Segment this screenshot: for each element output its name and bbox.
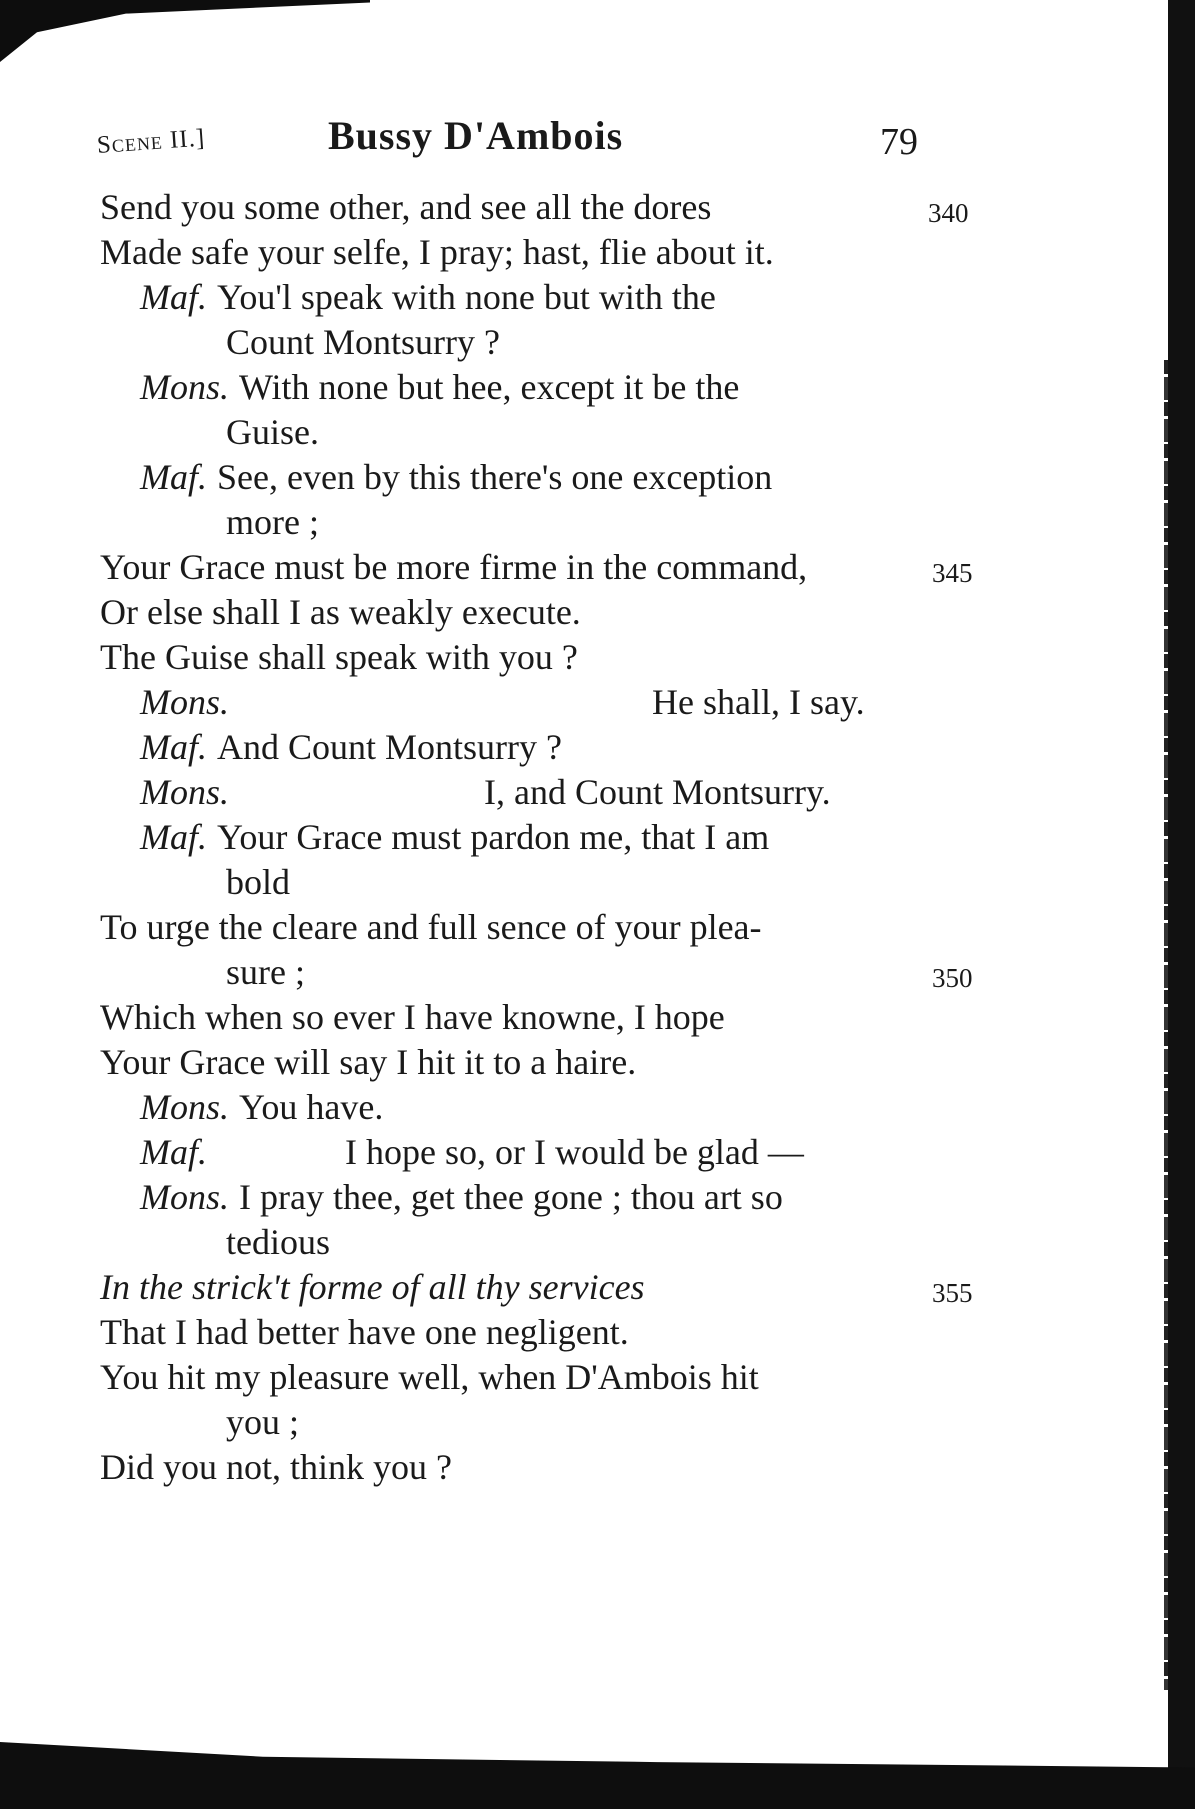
line-text: You'l speak with none but with the <box>217 277 716 317</box>
verse-line <box>0 1310 1195 1355</box>
line-text: With none but hee, except it be the <box>239 367 740 407</box>
page-number: 79 <box>880 121 918 163</box>
line-text: tedious <box>226 1222 330 1262</box>
speaker-name: Mons. <box>140 1087 229 1127</box>
line-text: And Count Montsurry ? <box>217 727 562 767</box>
line-text: Your Grace must be more firme in the command, <box>100 547 808 587</box>
verse-line <box>0 590 1195 635</box>
line-text: Which when so ever I have knowne, I hope <box>100 997 725 1037</box>
line-text: He shall, I say. <box>652 682 865 722</box>
verse-line <box>0 1355 1195 1400</box>
speaker-name: Mons. <box>140 367 229 407</box>
speaker-name: Mons. <box>140 682 229 722</box>
verse-text <box>0 185 1195 1490</box>
line-text: I pray thee, get thee gone ; thou art so <box>239 1177 783 1217</box>
scene-label: Scene II.] <box>96 124 207 160</box>
line-text: Or else shall I as weakly execute. <box>100 592 581 632</box>
line-text: Send you some other, and see all the dores <box>100 187 712 227</box>
speaker-name: Maf. <box>140 1132 207 1172</box>
verse-line <box>0 545 1195 590</box>
line-text: To urge the cleare and full sence of your plea- <box>100 907 762 947</box>
line-number: 345 <box>932 558 973 588</box>
verse-line <box>0 275 1195 320</box>
verse-line <box>0 455 1195 500</box>
line-number: 340 <box>928 198 969 228</box>
line-text: You have. <box>239 1087 384 1127</box>
verse-line <box>0 365 1195 410</box>
speaker-name: Mons. <box>140 772 229 812</box>
verse-line <box>0 320 1195 365</box>
verse-line <box>0 1265 1195 1310</box>
line-text: See, even by this there's one exception <box>217 457 773 497</box>
line-text: The Guise shall speak with you ? <box>100 637 578 677</box>
speaker-name: Mons. <box>140 1177 229 1217</box>
verse-line <box>0 1040 1195 1085</box>
line-text: Did you not, think you ? <box>100 1447 452 1487</box>
line-number: 355 <box>932 1278 973 1308</box>
line-text: Made safe your selfe, I pray; hast, flie about it. <box>100 232 774 272</box>
speaker-name: Maf. <box>140 817 207 857</box>
line-text: bold <box>226 862 291 902</box>
verse-line <box>0 1175 1195 1220</box>
line-text: Guise. <box>226 412 319 452</box>
verse-line <box>0 185 1195 230</box>
verse-line <box>0 500 1195 545</box>
line-text: sure ; <box>226 952 305 992</box>
verse-line <box>0 905 1195 950</box>
line-number: 350 <box>932 963 973 993</box>
verse-line <box>0 725 1195 770</box>
scan-shadow-bottom <box>0 1742 1195 1809</box>
speaker-name: Maf. <box>140 727 207 767</box>
verse-line <box>0 680 1195 725</box>
line-text: Count Montsurry ? <box>226 322 500 362</box>
line-text: more ; <box>226 502 319 542</box>
line-text: Your Grace must pardon me, that I am <box>217 817 770 857</box>
verse-line <box>0 860 1195 905</box>
verse-line <box>0 1445 1195 1490</box>
line-text: Your Grace will say I hit it to a haire. <box>100 1042 637 1082</box>
verse-line <box>0 635 1195 680</box>
line-text: In the strick't forme of all thy services <box>100 1267 645 1307</box>
verse-line <box>0 1130 1195 1175</box>
speaker-name: Maf. <box>140 457 207 497</box>
speaker-name: Maf. <box>140 277 207 317</box>
line-text: I, and Count Montsurry. <box>484 772 831 812</box>
line-text: That I had better have one negligent. <box>100 1312 629 1352</box>
running-head <box>0 110 1195 170</box>
verse-line <box>0 1085 1195 1130</box>
book-title: Bussy D'Ambois <box>328 113 624 158</box>
line-text: I hope so, or I would be glad — <box>345 1132 804 1172</box>
line-text: You hit my pleasure well, when D'Ambois hit <box>100 1357 759 1397</box>
verse-line <box>0 410 1195 455</box>
scan-shadow-top <box>0 0 370 62</box>
verse-line <box>0 230 1195 275</box>
verse-line <box>0 950 1195 995</box>
verse-line <box>0 1220 1195 1265</box>
line-text: you ; <box>226 1402 300 1442</box>
verse-line <box>0 1400 1195 1445</box>
verse-line <box>0 995 1195 1040</box>
verse-line <box>0 815 1195 860</box>
verse-line <box>0 770 1195 815</box>
